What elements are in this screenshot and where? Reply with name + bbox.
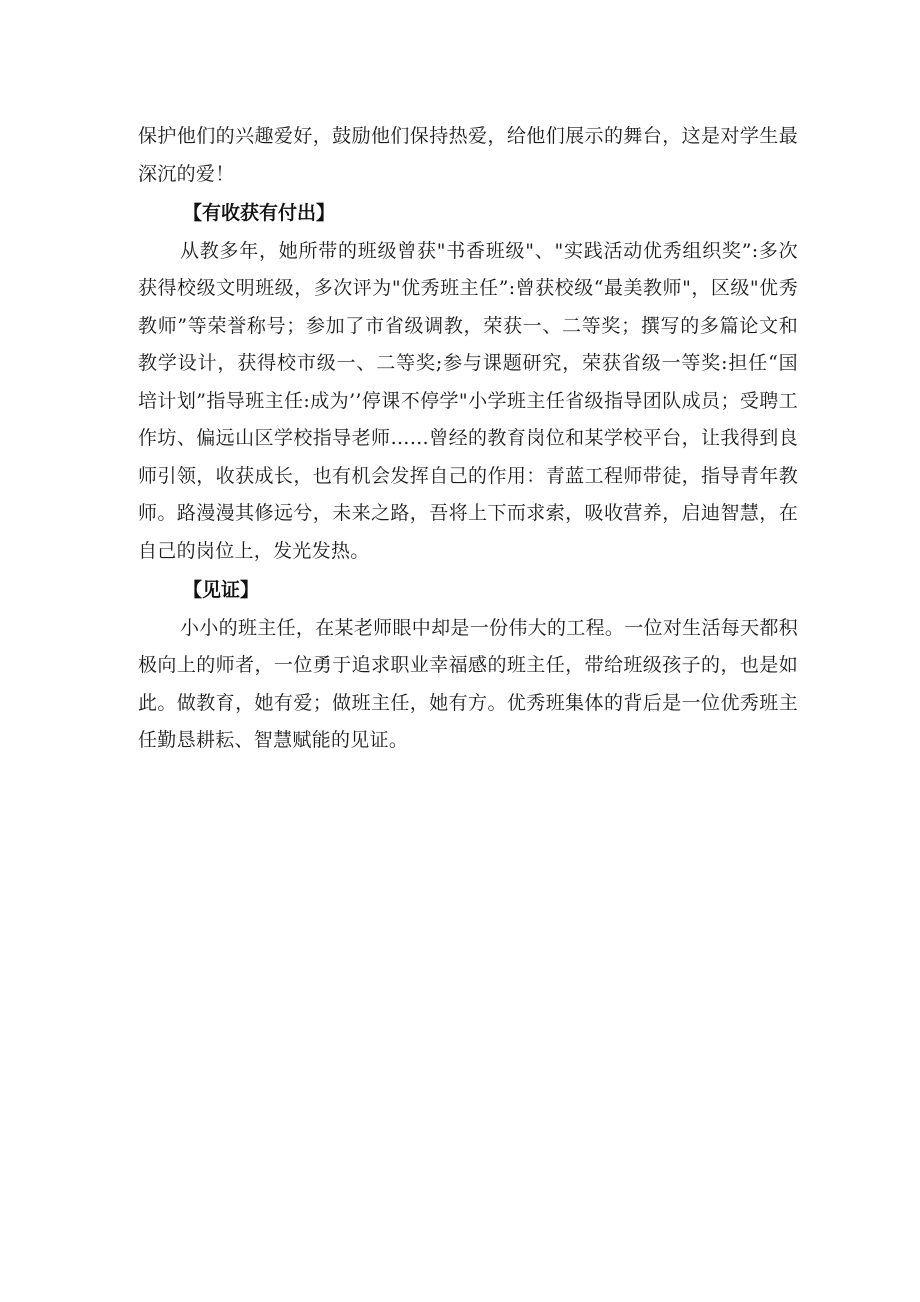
section-heading-witness: 【见证】 [183, 579, 260, 601]
document-content [138, 118, 798, 760]
section-heading-gains: 【有收获有付出】 [183, 202, 336, 224]
section-body-witness: 小小的班主任，在某老师眼中却是一份伟大的工程。一位对生活每天都积极向上的师者，一位勇于追求职业幸福感的班主任，带给班级孩子的，也是如此。做教育，她有爱；做班主任，她有方。优秀班集体的背后是一位优秀班主任勤恳耕耘、智慧赋能的见证。 [138, 616, 798, 751]
intro-paragraph: 保护他们的兴趣爱好，鼓励他们保持热爱，给他们展示的舞台，这是对学生最深沉的爱！ [138, 125, 798, 185]
section-body-gains: 从教多年，她所带的班级曾获"书香班级"、"实践活动优秀组织奖”:多次获得校级文明班级，多次评为"优秀班主任”:曾获校级“最美教师"，区级"优秀教师”等荣誉称号；参加了市省级调教，荣获一、二等奖；撰写的多篇论文和教学设计，获得校市级一、二等奖;参与课题研究，荣获省级一等奖:担任“国培计划”指导班主任:成为’’停课不停学"小学班主任省级指导团队成员；受聘工作坊、偏远山区学校指导老师……曾经的教育岗位和某学校平台，让我得到良师引领，收获成长，也有机会发挥自己的作用：青蓝工程师带徒，指导青年教师。路漫漫其修远兮，未来之路，吾将上下而求索，吸收营养，启迪智慧，在自己的岗位上，发光发热。 [138, 239, 798, 562]
